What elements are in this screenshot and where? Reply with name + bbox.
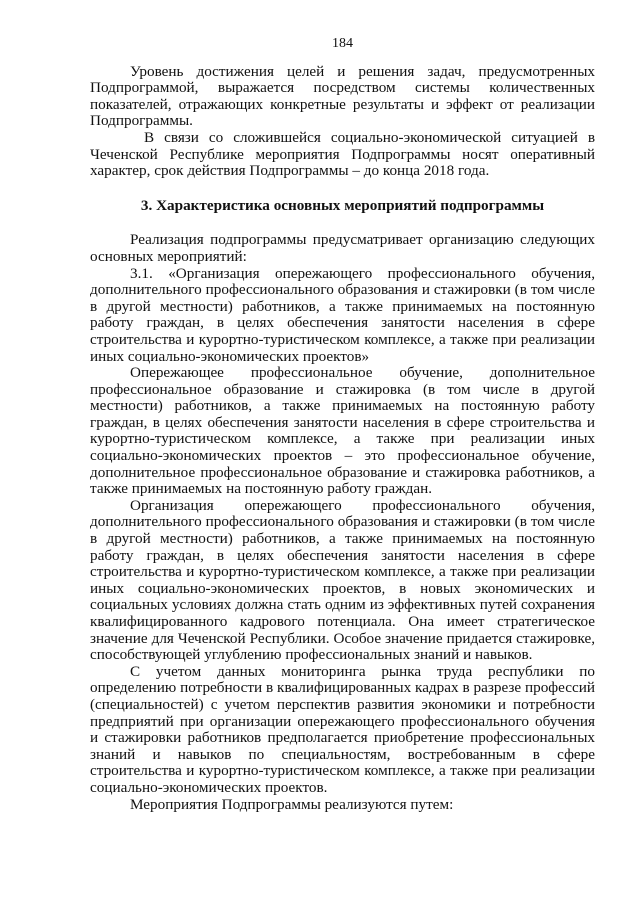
- page-number: 184: [332, 36, 353, 51]
- paragraph-advance-training-definition: Опережающее профессиональное обучение, дополнительное профессиональное образование и стажировка (в том числе в другой местности) работников, а также принимаемых на постоянную работу граждан, в целях обеспечения занятости населения в сфере строительства и курортно-туристическом комплексе, а также при реализации иных социально-экономических проектов – это профессиональное обучение, дополнительное профессиональное образование и стажировка работников, а также принимаемых на постоянную работу граждан.: [90, 364, 595, 498]
- paragraph-organization-importance: Организация опережающего профессионального обучения, дополнительного профессионального образования и стажировки (в том числе в другой местности) работников, а также принимаемых на постоянную работу граждан, в целях обеспечения занятости населения в сфере строительства и курортно-туристическом комплексе, а также при реализации иных социально-экономических проектов, в новых экономических и социальных условиях должна стать одним из эффективных путей сохранения квалифицированного кадрового потенциала. Она имеет стратегическое значение для Чеченской Республики. Особое значение придается стажировке, способствующей углублению профессиональных знаний и навыков.: [90, 496, 595, 664]
- paragraph-measures-implemented-by: Мероприятия Подпрограммы реализуются путем:: [130, 795, 454, 813]
- paragraph-goals-level: Уровень достижения целей и решения задач, предусмотренных Подпрограммой, выражается посредством системы количественных показателей, отражающих конкретные результаты и эффект от реализации Подпрограммы.: [90, 62, 595, 130]
- paragraph-labor-market-monitoring: С учетом данных мониторинга рынка труда республики по определению потребности в квалифицированных кадрах в разрезе профессий (специальностей) с учетом перспектив развития экономики и потребности предприятий при организации опережающего профессионального обучения и стажировки работников предполагается приобретение профессиональных знаний и навыков по специальностям, востребованным в сфере строительства и курортно-туристическом комплексе, а также при реализации социально-экономических проектов.: [90, 662, 595, 796]
- paragraph-measure-3-1: 3.1. «Организация опережающего профессионального обучения, дополнительного профессионального образования и стажировки (в том числе в другой местности) работников, а также принимаемых на постоянную работу граждан, в целях обеспечения занятости населения в сфере строительства и курортно-туристическом комплексе, а также при реализации иных социально-экономических проектов»: [90, 264, 595, 365]
- paragraph-socioeconomic-situation: В связи со сложившейся социально-экономической ситуацией в Чеченской Республике мероприятия Подпрограммы носят оперативный характер, срок действия Подпрограммы – до конца 2018 года.: [90, 128, 595, 180]
- document-page: [90, 36, 595, 813]
- paragraph-implementation-intro: Реализация подпрограммы предусматривает организацию следующих основных мероприятий:: [90, 231, 595, 265]
- section-heading: 3. Характеристика основных мероприятий подпрограммы: [140, 196, 545, 214]
